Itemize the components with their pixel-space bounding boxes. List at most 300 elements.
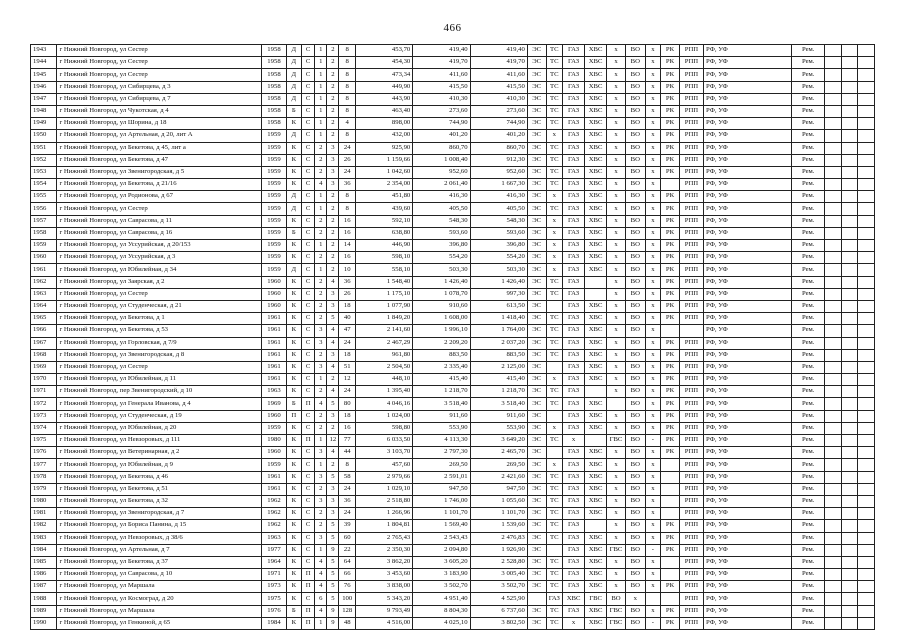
entrances: 2 xyxy=(315,313,327,325)
living-area: 4 113,30 xyxy=(413,435,470,447)
year-built: 1960 xyxy=(262,300,286,312)
living-area: 273,60 xyxy=(413,105,470,117)
total-area: 1 029,10 xyxy=(355,483,412,495)
repair-status: Рем. xyxy=(792,227,825,239)
sewerage: ВО xyxy=(625,118,645,130)
apartments: 8 xyxy=(339,57,356,69)
living-area: 401,20 xyxy=(413,130,470,142)
year-built: 1977 xyxy=(262,544,286,556)
living-area: 405,50 xyxy=(413,203,470,215)
apartments: 60 xyxy=(339,532,356,544)
material: С xyxy=(302,300,315,312)
empty-cell xyxy=(825,325,842,337)
residential-area: 911,60 xyxy=(470,410,527,422)
residential-area: 273,60 xyxy=(470,105,527,117)
hot-water xyxy=(607,398,626,410)
category: К xyxy=(286,459,301,471)
row-number: 1943 xyxy=(31,45,57,57)
row-number: 1967 xyxy=(31,337,57,349)
sewerage: ВО xyxy=(625,105,645,117)
material: С xyxy=(302,374,315,386)
gas: ГАЗ xyxy=(563,288,585,300)
empty-cell xyxy=(858,349,875,361)
entrances: 2 xyxy=(315,386,327,398)
repair-status: Рем. xyxy=(792,69,825,81)
electricity: ЭС xyxy=(527,471,546,483)
apartments: 16 xyxy=(339,227,356,239)
entrances: 1 xyxy=(315,459,327,471)
category: К xyxy=(286,337,301,349)
waste-chute: х xyxy=(645,288,660,300)
year-built: 1958 xyxy=(262,118,286,130)
entrances: 1 xyxy=(315,45,327,57)
residential-area: 401,20 xyxy=(470,130,527,142)
total-area: 473,34 xyxy=(355,69,412,81)
empty-cell xyxy=(841,556,858,568)
gas: ГАЗ xyxy=(563,386,585,398)
material: С xyxy=(302,69,315,81)
category: К xyxy=(286,118,301,130)
roof-repair: РК xyxy=(661,435,680,447)
facade-repair: РПП xyxy=(679,581,703,593)
hot-water: х xyxy=(607,422,626,434)
repair-types: РФ, УФ xyxy=(704,483,792,495)
year-built: 1959 xyxy=(262,227,286,239)
year-built: 1975 xyxy=(262,593,286,605)
roof-repair: РК xyxy=(661,69,680,81)
row-number: 1981 xyxy=(31,508,57,520)
waste-chute: х xyxy=(645,325,660,337)
address: г Нижний Новгород, ул Юбилейная, д 20 xyxy=(57,422,262,434)
entrances: 2 xyxy=(315,410,327,422)
gas: ГАЗ xyxy=(563,349,585,361)
waste-chute: х xyxy=(645,313,660,325)
empty-cell xyxy=(825,252,842,264)
residential-area: 3 802,50 xyxy=(470,617,527,629)
empty-cell xyxy=(841,544,858,556)
table-row xyxy=(31,361,875,373)
address: г Нижний Новгород, ул Звенигородская, д 5 xyxy=(57,166,262,178)
entrances: 2 xyxy=(315,508,327,520)
gas: ГАЗ xyxy=(563,142,585,154)
empty-cell xyxy=(858,398,875,410)
row-number: 1990 xyxy=(31,617,57,629)
material: С xyxy=(302,313,315,325)
roof-repair: РК xyxy=(661,105,680,117)
material: С xyxy=(302,288,315,300)
year-built: 1961 xyxy=(262,374,286,386)
empty-cell xyxy=(841,203,858,215)
row-number: 1972 xyxy=(31,398,57,410)
waste-chute: х xyxy=(645,556,660,568)
empty-cell xyxy=(825,69,842,81)
hot-water: х xyxy=(607,386,626,398)
repair-status: Рем. xyxy=(792,605,825,617)
floors: 3 xyxy=(327,495,339,507)
roof-repair: РК xyxy=(661,313,680,325)
table-row xyxy=(31,81,875,93)
living-area: 1 996,10 xyxy=(413,325,470,337)
total-area: 448,10 xyxy=(355,374,412,386)
address: г Нижний Новгород, ул Генкиной, д 65 xyxy=(57,617,262,629)
category: Д xyxy=(286,203,301,215)
roof-repair xyxy=(661,593,680,605)
apartments: 128 xyxy=(339,605,356,617)
entrances: 1 xyxy=(315,264,327,276)
hot-water: ГВС xyxy=(607,544,626,556)
entrances: 3 xyxy=(315,447,327,459)
year-built: 1959 xyxy=(262,203,286,215)
gas: ГАЗ xyxy=(563,191,585,203)
facade-repair: РПП xyxy=(679,166,703,178)
gas: ХВС xyxy=(563,593,585,605)
category: К xyxy=(286,617,301,629)
cold-water: ГВС xyxy=(585,593,607,605)
empty-cell xyxy=(841,361,858,373)
living-area: 860,70 xyxy=(413,142,470,154)
repair-status: Рем. xyxy=(792,276,825,288)
floors: 12 xyxy=(327,435,339,447)
year-built: 1961 xyxy=(262,313,286,325)
hot-water: х xyxy=(607,410,626,422)
material: С xyxy=(302,130,315,142)
year-built: 1961 xyxy=(262,471,286,483)
category: К xyxy=(286,361,301,373)
total-area: 446,90 xyxy=(355,240,412,252)
empty-cell xyxy=(825,313,842,325)
repair-status: Рем. xyxy=(792,422,825,434)
living-area: 593,60 xyxy=(413,227,470,239)
electricity: ЭС xyxy=(527,544,546,556)
electricity: ЭС xyxy=(527,569,546,581)
total-area: 3 838,00 xyxy=(355,581,412,593)
residential-area: 410,30 xyxy=(470,93,527,105)
category: Д xyxy=(286,191,301,203)
material: С xyxy=(302,191,315,203)
gas: ГАЗ xyxy=(563,264,585,276)
waste-chute: х xyxy=(645,203,660,215)
table-row xyxy=(31,508,875,520)
category: К xyxy=(286,471,301,483)
heating: ТС xyxy=(546,581,563,593)
material: С xyxy=(302,264,315,276)
empty-cell xyxy=(825,154,842,166)
table-row xyxy=(31,605,875,617)
repair-types: РФ, УФ xyxy=(704,57,792,69)
sewerage: ВО xyxy=(625,69,645,81)
heating: ТС xyxy=(546,556,563,568)
table-row xyxy=(31,435,875,447)
category: К xyxy=(286,556,301,568)
table-row xyxy=(31,556,875,568)
gas: ГАЗ xyxy=(563,69,585,81)
address: г Нижний Новгород, ул Маршала xyxy=(57,581,262,593)
electricity: ЭС xyxy=(527,532,546,544)
repair-types: РФ, УФ xyxy=(704,81,792,93)
floors: 2 xyxy=(327,240,339,252)
floors: 2 xyxy=(327,118,339,130)
address: г Нижний Новгород, ул Сестер xyxy=(57,361,262,373)
floors: 5 xyxy=(327,569,339,581)
table-row xyxy=(31,520,875,532)
heating: ТС xyxy=(546,142,563,154)
entrances: 3 xyxy=(315,361,327,373)
sewerage: ВО xyxy=(625,569,645,581)
living-area: 4 951,40 xyxy=(413,593,470,605)
empty-cell xyxy=(841,130,858,142)
empty-cell xyxy=(841,313,858,325)
category: К xyxy=(286,569,301,581)
empty-cell xyxy=(825,508,842,520)
waste-chute: х xyxy=(645,349,660,361)
sewerage: ВО xyxy=(625,325,645,337)
table-row xyxy=(31,118,875,130)
repair-types: РФ, УФ xyxy=(704,105,792,117)
category: Д xyxy=(286,57,301,69)
gas: ГАЗ xyxy=(563,471,585,483)
empty-cell xyxy=(858,471,875,483)
address: г Нижний Новгород, ул Ветеринарная, д 2 xyxy=(57,447,262,459)
year-built: 1961 xyxy=(262,361,286,373)
empty-cell xyxy=(841,142,858,154)
roof-repair: РК xyxy=(661,276,680,288)
heating: х xyxy=(546,459,563,471)
empty-cell xyxy=(858,410,875,422)
living-area: 947,50 xyxy=(413,483,470,495)
hot-water: х xyxy=(607,459,626,471)
category: К xyxy=(286,240,301,252)
hot-water: х xyxy=(607,569,626,581)
residential-area: 419,40 xyxy=(470,45,527,57)
gas: ГАЗ xyxy=(563,276,585,288)
repair-types: РФ, УФ xyxy=(704,93,792,105)
sewerage: ВО xyxy=(625,81,645,93)
apartments: 40 xyxy=(339,313,356,325)
apartments: 47 xyxy=(339,325,356,337)
cold-water: ХВС xyxy=(585,374,607,386)
cold-water: ХВС xyxy=(585,349,607,361)
repair-types: РФ, УФ xyxy=(704,203,792,215)
gas: ГАЗ xyxy=(563,605,585,617)
entrances: 2 xyxy=(315,252,327,264)
empty-cell xyxy=(825,569,842,581)
waste-chute: х xyxy=(645,57,660,69)
sewerage: ВО xyxy=(625,252,645,264)
address: г Нижний Новгород, ул Бекетова, д 46 xyxy=(57,471,262,483)
residential-area: 3 502,70 xyxy=(470,581,527,593)
heating: ТС xyxy=(546,520,563,532)
facade-repair: РПП xyxy=(679,459,703,471)
repair-types: РФ, УФ xyxy=(704,605,792,617)
repair-types: РФ, УФ xyxy=(704,532,792,544)
entrances: 4 xyxy=(315,569,327,581)
total-area: 2 518,80 xyxy=(355,495,412,507)
year-built: 1961 xyxy=(262,483,286,495)
heating: ТС xyxy=(546,495,563,507)
entrances: 1 xyxy=(315,617,327,629)
entrances: 3 xyxy=(315,337,327,349)
table-row xyxy=(31,130,875,142)
row-number: 1961 xyxy=(31,264,57,276)
material: С xyxy=(302,508,315,520)
repair-types: РФ, УФ xyxy=(704,325,792,337)
repair-status: Рем. xyxy=(792,45,825,57)
residential-area: 2 476,83 xyxy=(470,532,527,544)
facade-repair: РПП xyxy=(679,447,703,459)
total-area: 1 175,10 xyxy=(355,288,412,300)
apartments: 22 xyxy=(339,544,356,556)
waste-chute: х xyxy=(645,179,660,191)
gas: ГАЗ xyxy=(563,410,585,422)
material: С xyxy=(302,179,315,191)
cold-water: ХВС xyxy=(585,459,607,471)
living-area: 1 101,70 xyxy=(413,508,470,520)
gas: ГАЗ xyxy=(563,240,585,252)
residential-area: 952,60 xyxy=(470,166,527,178)
facade-repair: РПП xyxy=(679,520,703,532)
sewerage: ВО xyxy=(625,57,645,69)
empty-cell xyxy=(825,459,842,471)
category: К xyxy=(286,374,301,386)
apartments: 24 xyxy=(339,386,356,398)
roof-repair: РК xyxy=(661,93,680,105)
sewerage: ВО xyxy=(625,215,645,227)
sewerage: ВО xyxy=(625,276,645,288)
repair-status: Рем. xyxy=(792,118,825,130)
material: С xyxy=(302,81,315,93)
year-built: 1969 xyxy=(262,398,286,410)
hot-water: х xyxy=(607,154,626,166)
address: г Нижний Новгород, ул Сибирцева, д 3 xyxy=(57,81,262,93)
address: г Нижний Новгород, ул Студенческая, д 21 xyxy=(57,300,262,312)
category: Б xyxy=(286,398,301,410)
sewerage: ВО xyxy=(625,422,645,434)
row-number: 1950 xyxy=(31,130,57,142)
empty-cell xyxy=(841,276,858,288)
electricity: ЭС xyxy=(527,93,546,105)
hot-water: х xyxy=(607,325,626,337)
empty-cell xyxy=(841,508,858,520)
cold-water: ХВС xyxy=(585,240,607,252)
entrances: 2 xyxy=(315,154,327,166)
cold-water: ХВС xyxy=(585,313,607,325)
sewerage: ВО xyxy=(625,240,645,252)
empty-cell xyxy=(841,447,858,459)
entrances: 6 xyxy=(315,593,327,605)
gas: ГАЗ xyxy=(563,203,585,215)
residential-area: 997,30 xyxy=(470,288,527,300)
entrances: 3 xyxy=(315,471,327,483)
floors: 3 xyxy=(327,179,339,191)
empty-cell xyxy=(841,435,858,447)
hot-water: х xyxy=(607,227,626,239)
cold-water: ХВС xyxy=(585,191,607,203)
cold-water: ХВС xyxy=(585,569,607,581)
category: К xyxy=(286,166,301,178)
sewerage: ВО xyxy=(625,447,645,459)
repair-types: РФ, УФ xyxy=(704,374,792,386)
year-built: 1960 xyxy=(262,276,286,288)
waste-chute: х xyxy=(645,191,660,203)
floors: 9 xyxy=(327,617,339,629)
entrances: 1 xyxy=(315,105,327,117)
apartments: 8 xyxy=(339,81,356,93)
roof-repair: РК xyxy=(661,288,680,300)
cold-water: ХВС xyxy=(585,45,607,57)
empty-cell xyxy=(825,81,842,93)
gas: ГАЗ xyxy=(563,130,585,142)
electricity: ЭС xyxy=(527,276,546,288)
repair-status: Рем. xyxy=(792,81,825,93)
floors: 2 xyxy=(327,215,339,227)
waste-chute: х xyxy=(645,105,660,117)
row-number: 1985 xyxy=(31,556,57,568)
material: С xyxy=(302,166,315,178)
facade-repair: РПП xyxy=(679,227,703,239)
empty-cell xyxy=(825,495,842,507)
repair-status: Рем. xyxy=(792,544,825,556)
repair-status: Рем. xyxy=(792,556,825,568)
empty-cell xyxy=(841,288,858,300)
heating: ТС xyxy=(546,203,563,215)
living-area: 744,90 xyxy=(413,118,470,130)
floors: 5 xyxy=(327,313,339,325)
cold-water: ХВС xyxy=(585,581,607,593)
floors: 3 xyxy=(327,154,339,166)
heating: ТС xyxy=(546,435,563,447)
facade-repair: РПП xyxy=(679,142,703,154)
apartments: 36 xyxy=(339,276,356,288)
empty-cell xyxy=(841,179,858,191)
row-number: 1964 xyxy=(31,300,57,312)
facade-repair: РПП xyxy=(679,556,703,568)
roof-repair: РК xyxy=(661,227,680,239)
table-row xyxy=(31,45,875,57)
sewerage: ВО xyxy=(625,337,645,349)
repair-status: Рем. xyxy=(792,508,825,520)
year-built: 1980 xyxy=(262,435,286,447)
material: С xyxy=(302,471,315,483)
entrances: 4 xyxy=(315,179,327,191)
repair-types: РФ, УФ xyxy=(704,556,792,568)
repair-types: РФ, УФ xyxy=(704,300,792,312)
year-built: 1958 xyxy=(262,45,286,57)
repair-types: РФ, УФ xyxy=(704,471,792,483)
empty-cell xyxy=(858,264,875,276)
floors: 3 xyxy=(327,300,339,312)
repair-status: Рем. xyxy=(792,130,825,142)
residential-area: 3 005,40 xyxy=(470,569,527,581)
residential-area: 553,90 xyxy=(470,422,527,434)
waste-chute: - xyxy=(645,617,660,629)
electricity: ЭС xyxy=(527,240,546,252)
empty-cell xyxy=(858,81,875,93)
material: С xyxy=(302,45,315,57)
electricity: ЭС xyxy=(527,227,546,239)
hot-water: х xyxy=(607,203,626,215)
total-area: 925,90 xyxy=(355,142,412,154)
sewerage: ВО xyxy=(625,45,645,57)
year-built: 1958 xyxy=(262,69,286,81)
roof-repair: РК xyxy=(661,118,680,130)
floors: 2 xyxy=(327,203,339,215)
table-row xyxy=(31,593,875,605)
gas: ГАЗ xyxy=(563,544,585,556)
facade-repair: РПП xyxy=(679,130,703,142)
gas: ГАЗ xyxy=(563,105,585,117)
entrances: 1 xyxy=(315,203,327,215)
repair-types: РФ, УФ xyxy=(704,569,792,581)
